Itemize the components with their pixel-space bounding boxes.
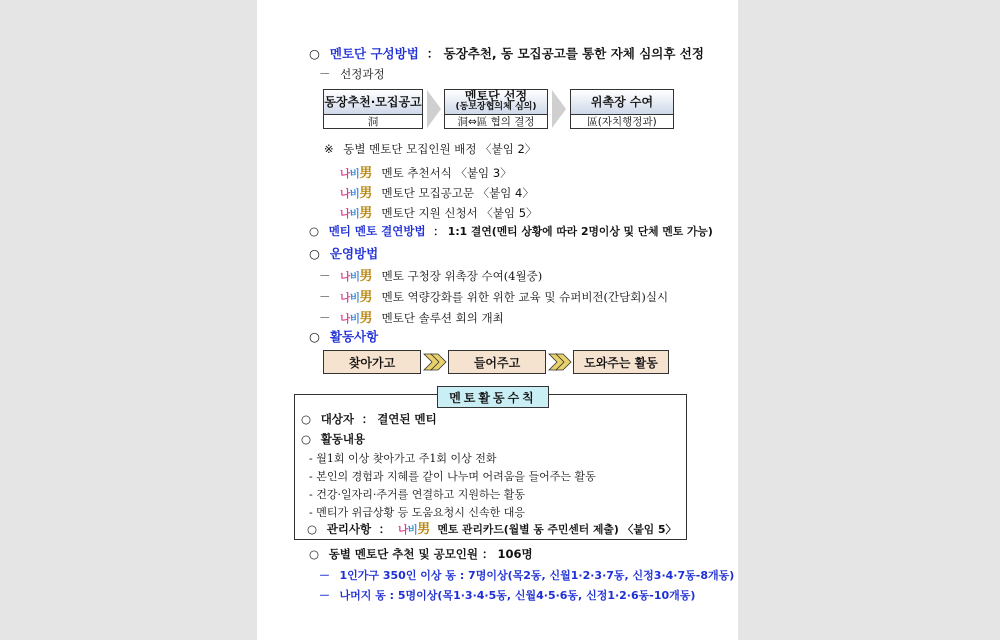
rules-manage-value: 멘토 관리카드(월별 동 주민센터 제출) 〈붙임 5〉 bbox=[437, 523, 677, 536]
rules-content-text: 본인의 경험과 지혜를 같이 나누며 어려움을 들어주는 활동 bbox=[316, 470, 596, 483]
process-step-1-detail: 洞 bbox=[367, 116, 379, 128]
navi-logo-icon: 나비男 bbox=[340, 290, 372, 305]
note-mark: ※ bbox=[324, 142, 334, 156]
composition-heading: 멘토단 구성방법 bbox=[329, 46, 419, 61]
bullet-circle: ○ bbox=[309, 224, 320, 238]
arrow-right-icon bbox=[427, 90, 441, 128]
bullet-circle: ○ bbox=[307, 522, 318, 536]
process-step-2 bbox=[444, 89, 548, 129]
attachment-item bbox=[340, 202, 538, 221]
bullet-circle: ○ bbox=[301, 412, 312, 426]
operation-item bbox=[319, 265, 542, 284]
attachment-text: 멘토단 모집공고문 〈붙임 4〉 bbox=[381, 186, 534, 200]
dash: － bbox=[319, 290, 331, 304]
note-line bbox=[324, 141, 536, 157]
matching-heading: 멘티 멘토 결연방법 bbox=[328, 224, 426, 238]
operation-heading-line bbox=[309, 244, 378, 262]
quota-line-1-text: 1인가구 350인 이상 동 : 7명이상(목2동, 신월1·2·3·7동, 신정3·4·7동-8개동) bbox=[339, 569, 735, 582]
arrow-right-icon bbox=[552, 90, 566, 128]
rules-content-text: 건강·일자리·주거를 연결하고 지원하는 활동 bbox=[316, 488, 525, 501]
selection-process-label bbox=[319, 66, 385, 82]
rules-target-label: 대상자 bbox=[320, 412, 355, 426]
attachment-text: 멘토 추천서식 〈붙임 3〉 bbox=[381, 166, 512, 180]
activity-step-1: 찾아가고 bbox=[323, 350, 421, 374]
operation-item-text: 멘토 구청장 위촉장 수여(4월중) bbox=[381, 269, 543, 283]
attachment-item bbox=[340, 162, 512, 181]
quota-line-2-text: 나머지 동 : 5명이상(목1·3·4·5동, 신월4·5·6동, 신정1·2·6동-10개동) bbox=[339, 589, 696, 602]
process-step-2-detail: 洞⇔區 협의 결정 bbox=[457, 116, 535, 128]
selection-label: 선정과정 bbox=[340, 67, 385, 81]
dash: － bbox=[319, 269, 331, 283]
rules-target-value: ： 결연된 멘티 bbox=[361, 412, 437, 426]
operation-item-text: 멘토단 솔루션 회의 개최 bbox=[381, 311, 504, 325]
process-step-3-title: 위촉장 수여 bbox=[571, 90, 673, 115]
rules-target-line bbox=[301, 411, 437, 427]
dash: － bbox=[319, 67, 331, 81]
quota-line bbox=[309, 546, 533, 562]
navi-logo-icon: 나비男 bbox=[340, 186, 372, 201]
navi-logo-icon: 나비男 bbox=[340, 269, 372, 284]
activity-step-2: 들어주고 bbox=[448, 350, 546, 374]
note-text: 동별 멘토단 모집인원 배정 〈붙임 2〉 bbox=[343, 142, 537, 156]
dash: － bbox=[319, 569, 330, 582]
rules-content-item: - 건강·일자리·주거를 연결하고 지원하는 활동 bbox=[309, 488, 525, 501]
process-step-1 bbox=[323, 89, 423, 129]
quota-line-1 bbox=[319, 567, 734, 583]
mentor-rules-title: 멘토활동수칙 bbox=[437, 386, 549, 408]
bullet-circle: ○ bbox=[309, 329, 320, 344]
quota-line-2 bbox=[319, 587, 695, 603]
navi-logo-icon: 나비男 bbox=[340, 206, 372, 221]
operation-heading: 운영방법 bbox=[329, 246, 379, 261]
bullet-circle: ○ bbox=[301, 432, 312, 446]
quota-text: 동별 멘토단 추천 및 공모인원 ： 106명 bbox=[328, 547, 533, 561]
attachment-text: 멘토단 지원 신청서 〈붙임 5〉 bbox=[381, 206, 538, 220]
navi-logo-icon: 나비男 bbox=[340, 311, 372, 326]
bullet-circle: ○ bbox=[309, 246, 320, 261]
rules-content-item: - 월1회 이상 찾아가고 주1회 이상 전화 bbox=[309, 452, 497, 465]
activity-heading: 활동사항 bbox=[329, 329, 379, 344]
rules-content-item: - 멘티가 위급상황 등 도움요청시 신속한 대응 bbox=[309, 506, 525, 519]
rules-content-heading bbox=[301, 431, 365, 447]
operation-item-text: 멘토 역량강화를 위한 위한 교육 및 슈퍼비전(간담회)실시 bbox=[381, 290, 669, 304]
operation-item bbox=[319, 307, 504, 326]
composition-line bbox=[309, 44, 704, 62]
navi-logo-icon: 나비男 bbox=[397, 522, 430, 537]
process-step-3 bbox=[570, 89, 674, 129]
activity-step-3: 도와주는 활동 bbox=[573, 350, 669, 374]
matching-text: ： 1:1 결연(멘티 상황에 따라 2명이상 및 단체 멘토 가능) bbox=[433, 225, 713, 238]
navi-logo-icon: 나비男 bbox=[340, 166, 372, 181]
rules-manage-line: ○ 관리사항 ： 나비男 멘토 관리카드(월별 동 주민센터 제출) 〈붙임 5〉 bbox=[307, 518, 676, 537]
rules-content-label: 활동내용 bbox=[320, 432, 366, 446]
document-page bbox=[257, 0, 738, 640]
composition-text: ： 동장추천, 동 모집공고를 통한 자체 심의후 선정 bbox=[426, 46, 704, 61]
bullet-circle: ○ bbox=[309, 46, 320, 61]
activity-heading-line bbox=[309, 327, 378, 345]
bullet-circle: ○ bbox=[309, 547, 320, 561]
dash: － bbox=[319, 311, 331, 325]
rules-content-text: 멘티가 위급상황 등 도움요청시 신속한 대응 bbox=[316, 506, 525, 519]
rules-manage-label: 관리사항 bbox=[326, 522, 372, 536]
rules-content-item: - 본인의 경험과 지혜를 같이 나누며 어려움을 들어주는 활동 bbox=[309, 470, 596, 483]
double-chevron-icon bbox=[548, 352, 572, 372]
process-step-2-subtitle: (동보장협의체 심의) bbox=[455, 102, 537, 112]
operation-item bbox=[319, 286, 668, 305]
rules-content-text: 월1회 이상 찾아가고 주1회 이상 전화 bbox=[316, 452, 497, 465]
attachment-item bbox=[340, 182, 534, 201]
double-chevron-icon bbox=[423, 352, 447, 372]
process-step-3-detail: 區(자치행정과) bbox=[587, 116, 657, 128]
dash: － bbox=[319, 589, 330, 602]
process-step-2-header bbox=[445, 90, 547, 115]
process-step-1-title: 동장추천·모집공고 bbox=[324, 90, 422, 115]
process-step-2-title: 멘토단 선정 bbox=[464, 89, 528, 103]
matching-line bbox=[309, 223, 713, 239]
